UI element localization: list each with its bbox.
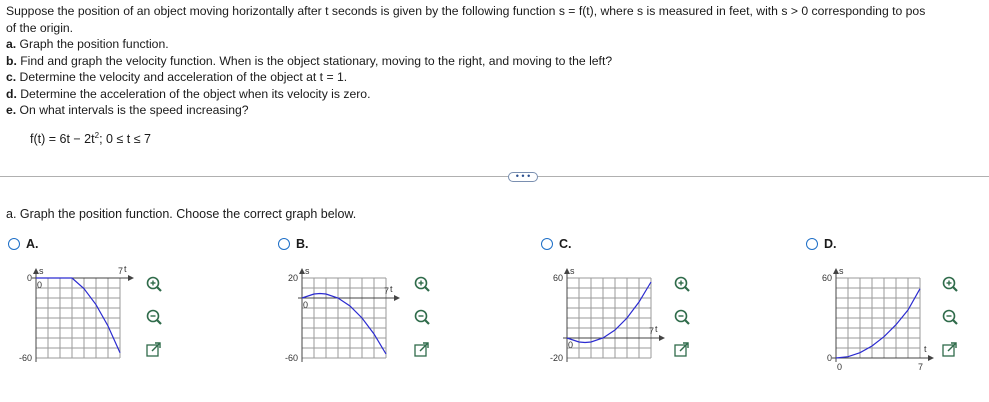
- y-axis-label: s: [570, 266, 575, 276]
- y-max-label: 60: [552, 273, 563, 283]
- y-min-label: 0: [826, 353, 832, 363]
- x-max-label: 7: [384, 286, 390, 296]
- option-a-radio[interactable]: [8, 238, 20, 250]
- function-definition: $f(t) = 6t - 2t^2$; 0 ≤ t ≤ 7: [30, 131, 152, 147]
- option-c[interactable]: [541, 236, 781, 396]
- open-new-window-icon-arrow: [680, 343, 688, 351]
- x-max-label: 7: [118, 266, 124, 276]
- graph-curve: [567, 282, 651, 343]
- open-new-window-icon[interactable]: [675, 343, 688, 356]
- option-a[interactable]: [8, 236, 248, 396]
- zoom-out-icon-handle: [157, 320, 161, 324]
- y-axis-label: s: [305, 266, 310, 276]
- zoom-in-icon[interactable]: [944, 278, 958, 292]
- y-max-label: 20: [287, 273, 298, 283]
- option-b-label: B.: [296, 237, 309, 251]
- problem-part-a: a. Graph the position function.: [6, 37, 169, 51]
- x-origin-label: 0: [837, 362, 843, 372]
- graph-b: [278, 254, 458, 394]
- graph-a: [8, 254, 188, 394]
- zoom-in-icon-handle: [685, 287, 689, 291]
- x-axis-label: t: [924, 344, 927, 354]
- zoom-out-icon[interactable]: [148, 311, 162, 325]
- x-axis-arrow: [928, 355, 934, 361]
- section-divider: [0, 176, 989, 177]
- graph-curve: [36, 278, 120, 353]
- zoom-out-icon-handle: [953, 320, 957, 324]
- open-new-window-icon[interactable]: [943, 343, 956, 356]
- zoom-out-icon[interactable]: [416, 311, 430, 325]
- zoom-out-icon[interactable]: [944, 311, 958, 325]
- option-d-label: D.: [824, 237, 837, 251]
- expand-more-button[interactable]: • • •: [508, 172, 538, 182]
- x-axis-arrow: [128, 275, 134, 281]
- graph-c: [541, 254, 721, 394]
- x-max-label: 7: [649, 326, 655, 336]
- option-b[interactable]: [278, 236, 518, 396]
- x-origin-label: 0: [568, 340, 574, 350]
- problem-intro-line2: of the origin.: [6, 20, 74, 35]
- x-max-label: 7: [918, 362, 924, 372]
- option-b-radio[interactable]: [278, 238, 290, 250]
- x-axis-arrow: [394, 295, 400, 301]
- problem-part-c: c. Determine the velocity and acceleration of the object at t = 1.: [6, 70, 348, 84]
- zoom-in-icon[interactable]: [148, 278, 162, 292]
- graph-curve: [302, 294, 386, 355]
- open-new-window-icon-arrow: [152, 343, 160, 351]
- problem-part-e: e. On what intervals is the speed increasing?: [6, 103, 249, 117]
- zoom-out-icon-handle: [425, 320, 429, 324]
- x-origin-label: 0: [37, 280, 43, 290]
- problem-intro-line1: Suppose the position of an object moving horizontally after t seconds is given by the following function s = f(t), where s is measured in feet, with s > 0 corresponding to pos: [6, 4, 926, 18]
- problem-part-d: d. Determine the acceleration of the object when its velocity is zero.: [6, 86, 371, 101]
- zoom-in-icon-handle: [953, 287, 957, 291]
- option-d[interactable]: [806, 236, 989, 396]
- zoom-out-icon[interactable]: [676, 311, 690, 325]
- x-axis-label: t: [124, 264, 127, 274]
- zoom-out-icon-handle: [685, 320, 689, 324]
- open-new-window-icon-arrow: [948, 343, 956, 351]
- option-c-radio[interactable]: [541, 238, 553, 250]
- open-new-window-icon[interactable]: [415, 343, 428, 356]
- y-axis-label: s: [839, 266, 844, 276]
- option-c-label: C.: [559, 237, 572, 251]
- y-axis-label: s: [39, 266, 44, 276]
- y-min-label: -60: [18, 353, 32, 363]
- option-a-label: A.: [26, 237, 39, 251]
- y-min-label: -20: [549, 353, 563, 363]
- question-text: a. Graph the position function. Choose the correct graph below.: [6, 207, 357, 221]
- x-axis-label: t: [390, 284, 393, 294]
- problem-statement: [6, 3, 989, 119]
- y-min-label: -60: [284, 353, 298, 363]
- graph-d: [806, 254, 986, 394]
- x-origin-label: 0: [303, 300, 309, 310]
- zoom-in-icon-handle: [425, 287, 429, 291]
- zoom-in-icon[interactable]: [676, 278, 690, 292]
- zoom-in-icon[interactable]: [416, 278, 430, 292]
- zoom-in-icon-handle: [157, 287, 161, 291]
- open-new-window-icon[interactable]: [147, 343, 160, 356]
- open-new-window-icon-arrow: [420, 343, 428, 351]
- option-d-radio[interactable]: [806, 238, 818, 250]
- problem-part-b: b. Find and graph the velocity function. When is the object stationary, moving to the right, and moving to the left?: [6, 53, 613, 68]
- y-max-label: 0: [26, 273, 32, 283]
- x-axis-arrow: [659, 335, 665, 341]
- x-axis-label: t: [655, 324, 658, 334]
- y-max-label: 60: [821, 273, 832, 283]
